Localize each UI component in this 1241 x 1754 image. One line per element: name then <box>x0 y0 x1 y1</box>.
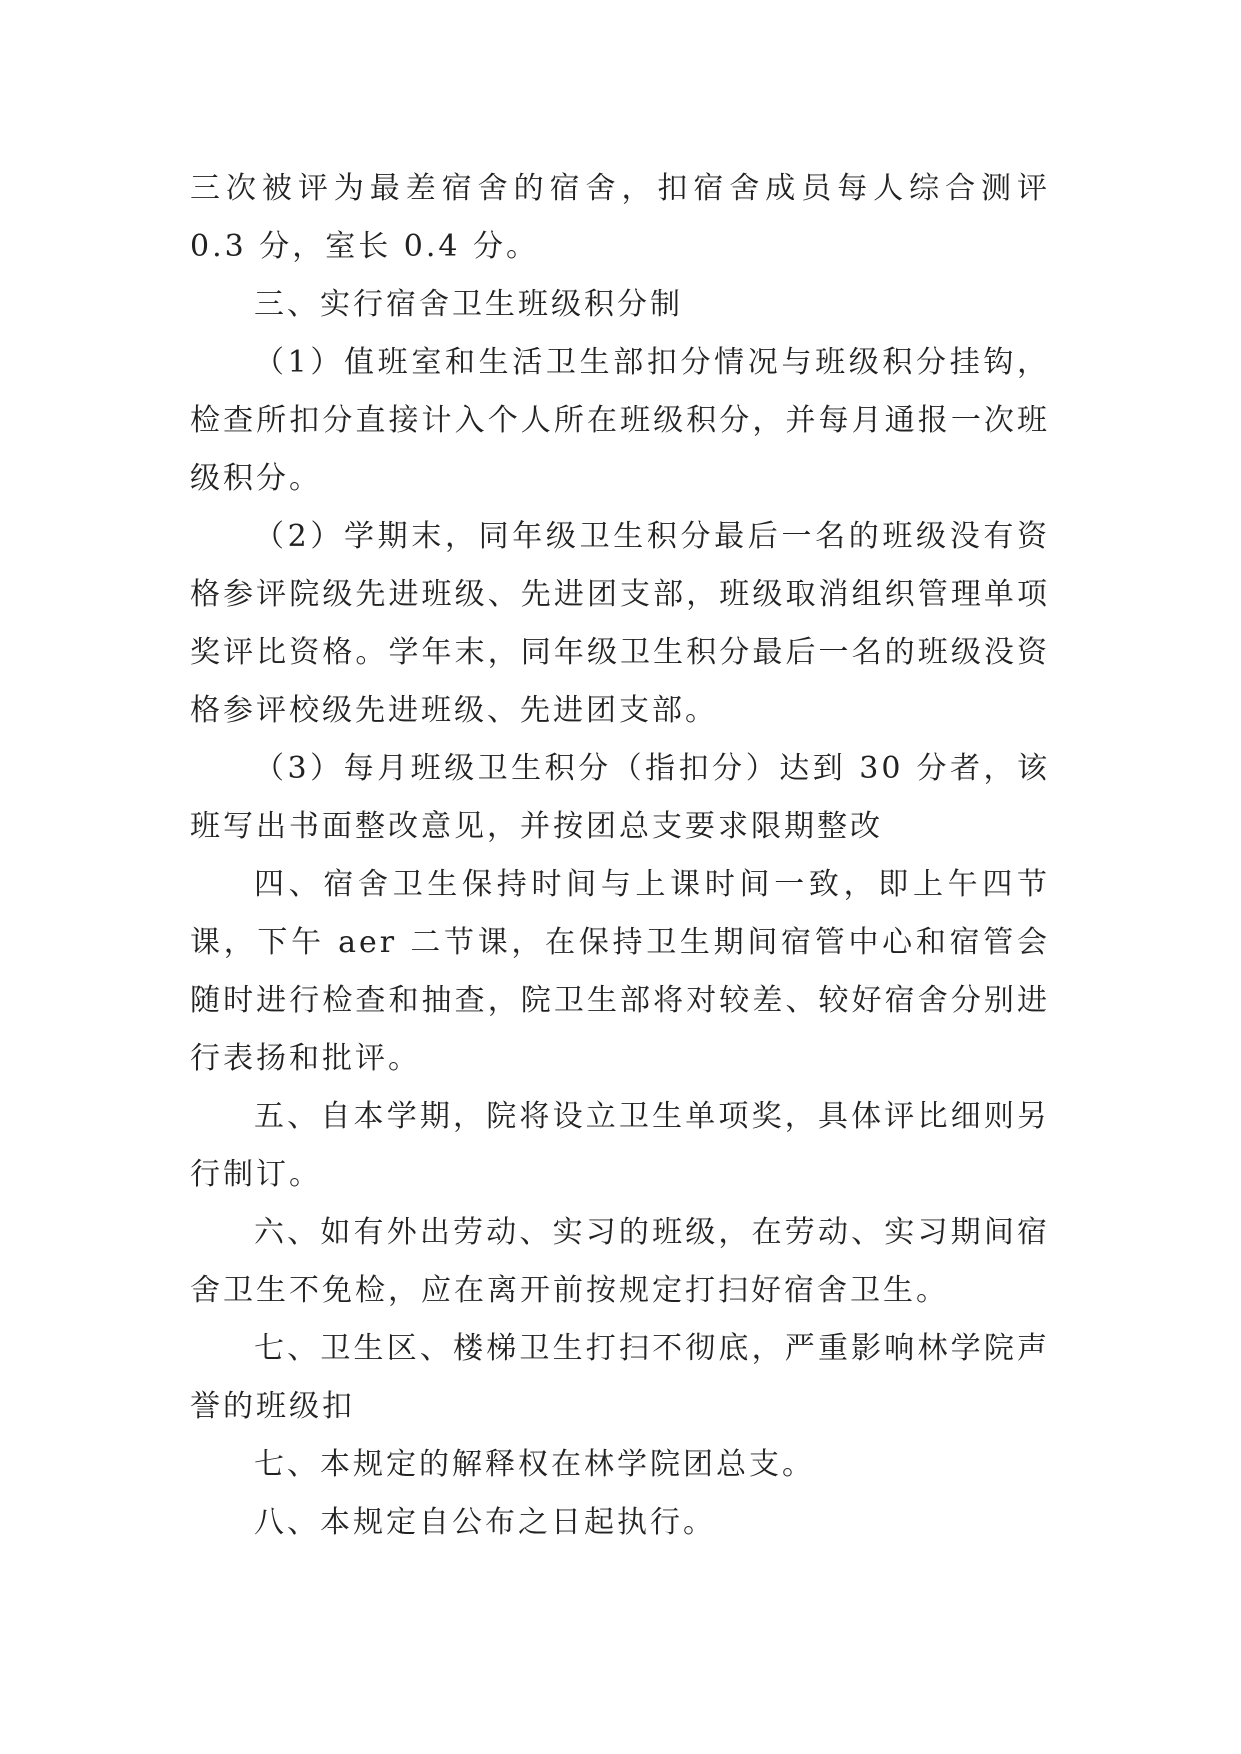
paragraph-item-3: （3）每月班级卫生积分（指扣分）达到 30 分者，该班写出书面整改意见，并按团总支要求限期整改 <box>190 751 1050 844</box>
section-heading-3: 三、实行宿舍卫生班级积分制 <box>254 287 683 322</box>
paragraph-continuation: 三次被评为最差宿舍的宿舍，扣宿舍成员每人综合测评 0.3 分，室长 0.4 分。 <box>190 171 1050 264</box>
paragraph-item-1: （1）值班室和生活卫生部扣分情况与班级积分挂钩，检查所扣分直接计入个人所在班级积分，并每月通报一次班级积分。 <box>190 345 1050 496</box>
paragraph-section-7a: 七、卫生区、楼梯卫生打扫不彻底，严重影响林学院声誉的班级扣 <box>190 1331 1050 1424</box>
paragraph-section-4: 四、宿舍卫生保持时间与上课时间一致，即上午四节课，下午 aer 二节课，在保持卫生期间宿管中心和宿管会随时进行检查和抽查，院卫生部将对较差、较好宿舍分别进行表扬和批评。 <box>190 867 1050 1076</box>
paragraph-section-8: 八、本规定自公布之日起执行。 <box>254 1505 716 1540</box>
paragraph-section-5: 五、自本学期，院将设立卫生单项奖，具体评比细则另行制订。 <box>190 1099 1050 1192</box>
paragraph-item-2: （2）学期末，同年级卫生积分最后一名的班级没有资格参评院级先进班级、先进团支部，班级取消组织管理单项奖评比资格。学年末，同年级卫生积分最后一名的班级没资格参评校级先进班级、先进团支部。 <box>190 519 1050 728</box>
paragraph-section-7b: 七、本规定的解释权在林学院团总支。 <box>254 1447 815 1482</box>
paragraph-section-6: 六、如有外出劳动、实习的班级，在劳动、实习期间宿舍卫生不免检，应在离开前按规定打扫好宿舍卫生。 <box>190 1215 1050 1308</box>
document-body <box>190 160 1050 1552</box>
